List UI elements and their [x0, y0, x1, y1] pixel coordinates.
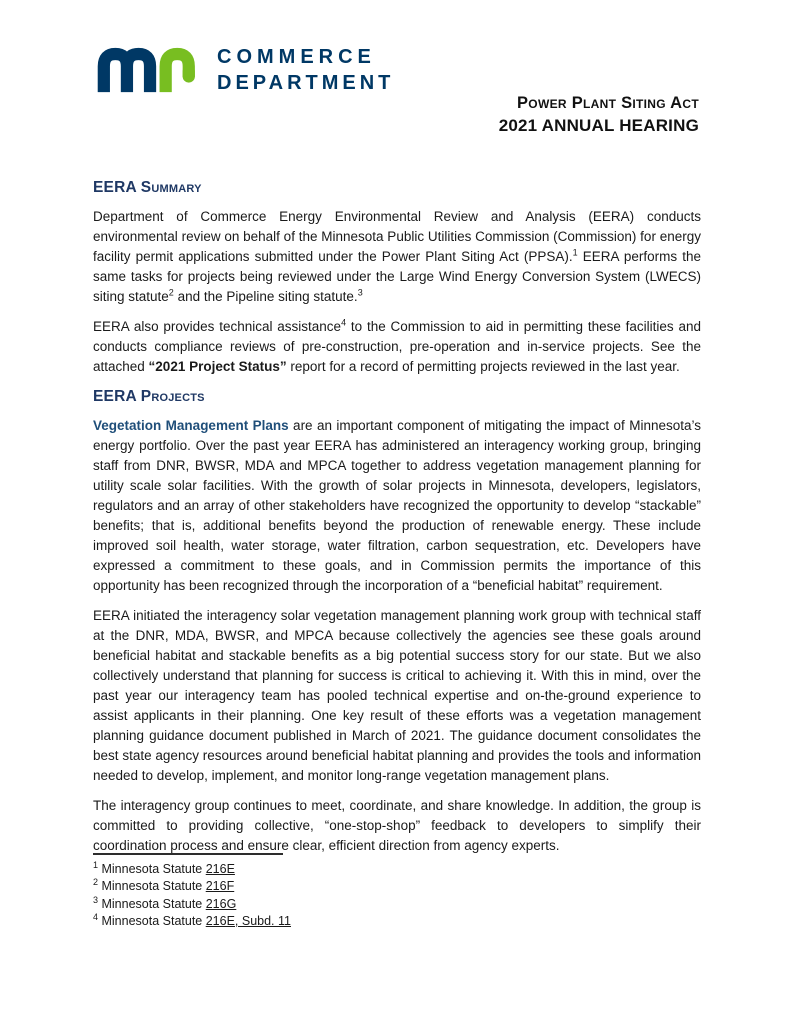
footnote-marker: 2 — [93, 877, 99, 888]
footnote-item — [93, 878, 701, 895]
text-run: Minnesota Statute — [98, 913, 206, 928]
paragraph-eera-summary-1 — [93, 207, 701, 307]
statute-link-216f[interactable]: 216F — [205, 879, 235, 894]
statute-link-216g[interactable]: 216G — [205, 896, 237, 911]
footnote-item — [93, 913, 701, 930]
text-run: Vegetation Management Plans — [93, 418, 289, 433]
title-line-2: 2021 ANNUAL HEARING — [498, 116, 699, 135]
text-run: Minnesota Statute — [98, 879, 206, 894]
footnote-rule — [93, 853, 283, 855]
footnote-marker: 1 — [93, 859, 99, 870]
text-run: to the Commission to aid in permitting these facilities and conducts compliance reviews of pre-construction, pre-operation and in-service projects. See the attached — [93, 319, 701, 374]
doc-title — [499, 92, 699, 137]
text-run: report for a record of permitting projects reviewed in the last year. — [286, 359, 680, 374]
text-run: EERA performs the same tasks for projects being reviewed under the Large Wind Energy Conversion System (LWECS) siting statute — [93, 249, 701, 304]
footnote-marker: 3 — [93, 894, 99, 905]
logo-org-name — [217, 40, 394, 96]
text-run: are an important component of mitigating the impact of Minnesota’s energy portfolio. Over the past year EERA has administered an interagency working group, bringing staff from DNR, BWSR, MDA and MPCA together to address vegetation management planning for utility scale solar facilities. With the growth of solar projects in Minnesota, developers, legislators, regulators and an array of other stakeholders have recognized the opportunity to develop “stackable” benefits; that is, additional benefits beyond the production of renewable energy. These include improved soil health, water storage, water filtration, carbon sequestration, etc. Developers have expressed a commitment to these goals, and in Commission permits the importance of this opportunity has been recognized through the incorporation of a “beneficial habitat” requirement. — [93, 418, 701, 593]
footnote-item — [93, 896, 701, 913]
org-line-commerce: COMMERCE — [217, 46, 376, 68]
paragraph-eera-projects-1 — [93, 416, 701, 596]
text-run: Minnesota Statute — [98, 896, 206, 911]
content-body — [93, 178, 701, 866]
statute-link-216e[interactable]: 216E — [205, 862, 235, 876]
statute-link-216e-subd-11[interactable]: 216E, Subd. 11 — [205, 913, 291, 928]
text-run: EERA initiated the interagency solar vegetation management planning work group with technical staff at the DNR, MDA, BWSR, and MPCA because collectively the agencies see these goals around beneficial habitat and stackable benefits as a big potential success story for our state. But we also collectively understand that planning for success is critical to achieving it. With this in mind, over the past year our interagency team has pooled technical expertise and on-the-ground experience to assist applicants in their planning. One key result of these efforts was a vegetation management planning guidance document published in March of 2021. The guidance document consolidates the best state agency resources around beneficial habitat planning and provides the tools and information needed to develop, implement, and monitor long-range vegetation management plans. — [93, 608, 701, 783]
paragraph-eera-projects-2 — [93, 606, 701, 786]
title-line-1: Power Plant Siting Act — [517, 94, 699, 112]
footnote-marker: 3 — [357, 287, 363, 298]
mn-logo-icon — [95, 40, 201, 98]
footnote-item — [93, 861, 701, 878]
paragraph-eera-projects-3 — [93, 796, 701, 856]
section-heading-eera-summary: EERA Summary — [93, 179, 202, 196]
footnote-marker: 4 — [341, 317, 347, 328]
org-line-department: DEPARTMENT — [217, 72, 395, 94]
text-run: “2021 Project Status” — [148, 359, 287, 374]
mn-commerce-logo — [95, 40, 394, 98]
text-run: EERA also provides technical assistance — [93, 319, 342, 334]
footnote-marker: 1 — [572, 247, 578, 258]
footnote-marker: 2 — [168, 287, 174, 298]
text-run: Department of Commerce Energy Environmental Review and Analysis (EERA) conducts environmental review on behalf of the Minnesota Public Utilities Commission (Commission) for energy facility permit applications submitted under the Power Plant Siting Act (PPSA). — [93, 209, 701, 264]
text-run: and the Pipeline siting statute. — [173, 289, 358, 304]
text-run: Minnesota Statute — [98, 862, 206, 876]
section-heading-eera-projects: EERA Projects — [93, 388, 205, 405]
text-run: The interagency group continues to meet, coordinate, and share knowledge. In addition, the group is committed to providing collective, “one-stop-shop” feedback to developers to simplify their coordination process and ensure clear, efficient direction from agency experts. — [93, 798, 701, 853]
footnotes — [93, 853, 701, 930]
footnote-marker: 4 — [93, 911, 99, 922]
paragraph-eera-summary-2 — [93, 317, 701, 377]
